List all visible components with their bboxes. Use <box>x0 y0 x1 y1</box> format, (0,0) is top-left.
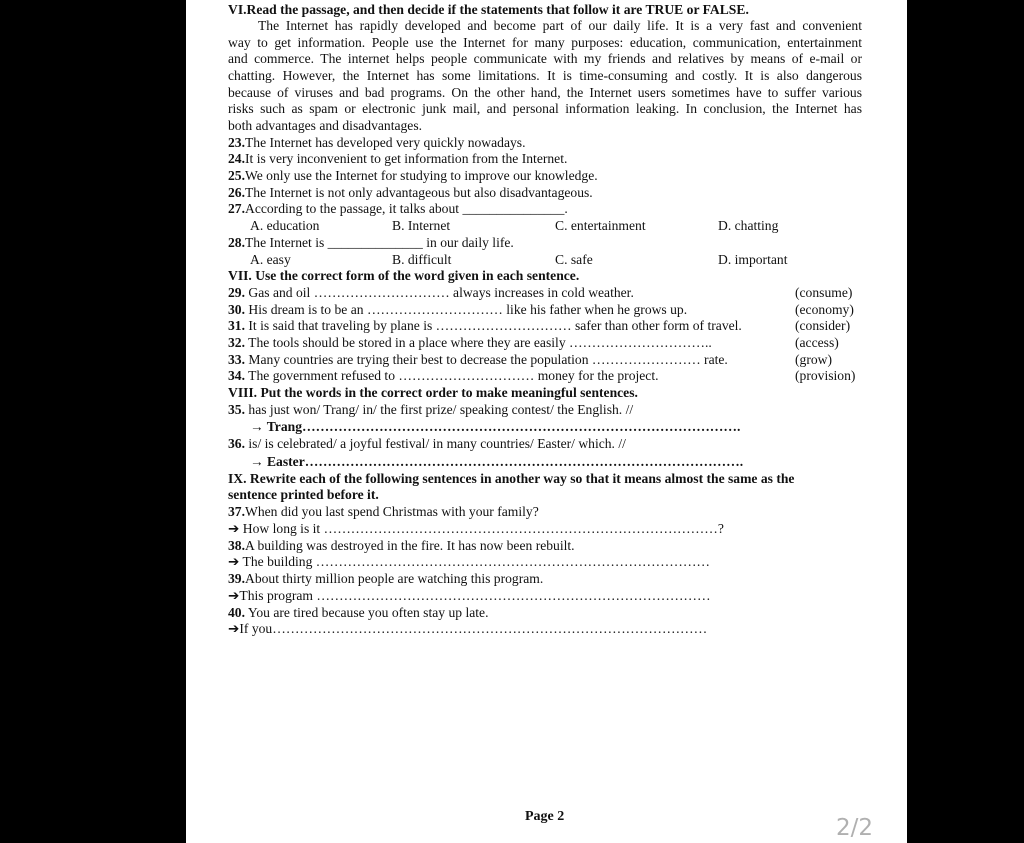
document-page <box>186 0 907 843</box>
question-34: 34. The government refused to ………………………… money for the project. <box>228 368 659 383</box>
passage-line: both advantages and disadvantages. <box>228 118 423 133</box>
q27-option-a: A. education <box>250 218 320 233</box>
passage-line: chatting. However, the Internet has some limitations. It is time-consuming and costly. It is also dangerous <box>228 68 862 83</box>
section-6-heading: VI.Read the passage, and then decide if the statements that follow it are TRUE or FALSE. <box>228 2 749 17</box>
question-30: 30. His dream is to be an ………………………… like his father when he grows up. <box>228 302 688 317</box>
passage-line: The Internet has rapidly developed and become part of our daily life. It is a very fast and convenient <box>258 18 862 33</box>
section-9-heading-cont: sentence printed before it. <box>228 487 379 502</box>
question-25: 25.We only use the Internet for studying to improve our knowledge. <box>228 168 598 183</box>
answer-line-39: ➔This program …………………………………………………………………………… <box>228 588 711 603</box>
word-hint: (economy) <box>795 302 854 317</box>
word-hint: (consume) <box>795 285 853 300</box>
passage-line: and commerce. The internet helps people communicate with my friends and relatives by means of e-mail or <box>228 51 862 66</box>
question-32: 32. The tools should be stored in a place where they are easily ………………………….. <box>228 335 712 350</box>
question-38: 38.A building was destroyed in the fire. It has now been rebuilt. <box>228 538 575 553</box>
section-9-heading: IX. Rewrite each of the following sentences in another way so that it means almost the same as the <box>228 471 795 486</box>
q28-option-d: D. important <box>718 252 788 267</box>
answer-line-36: → Easter……………………………………………………………………………………. <box>250 454 744 469</box>
answer-line-38: ➔ The building …………………………………………………………………………… <box>228 554 711 569</box>
question-36: 36. is/ is celebrated/ a joyful festival/ in many countries/ Easter/ which. // <box>228 436 626 451</box>
q28-option-a: A. easy <box>250 252 291 267</box>
question-39: 39.About thirty million people are watching this program. <box>228 571 544 586</box>
question-33: 33. Many countries are trying their best to decrease the population …………………… rate. <box>228 352 728 367</box>
q27-option-d: D. chatting <box>718 218 779 233</box>
q28-option-c: C. safe <box>555 252 593 267</box>
question-28: 28.The Internet is ______________ in our daily life. <box>228 235 514 250</box>
question-31: 31. It is said that traveling by plane is ………………………… safer than other form of travel. <box>228 318 742 333</box>
q27-option-b: B. Internet <box>392 218 451 233</box>
q27-option-c: C. entertainment <box>555 218 646 233</box>
answer-line-40: ➔If you…………………………………………………………………………………… <box>228 621 708 636</box>
page-counter: 2/2 <box>836 815 874 841</box>
question-35: 35. has just won/ Trang/ in/ the first prize/ speaking contest/ the English. // <box>228 402 634 417</box>
question-40: 40. You are tired because you often stay up late. <box>228 605 489 620</box>
answer-line-37: ➔ How long is it ……………………………………………………………………………? <box>228 521 724 536</box>
page-number: Page 2 <box>525 809 565 824</box>
question-27: 27.According to the passage, it talks about _______________. <box>228 201 568 216</box>
passage-line: risks such as spam or electronic junk mail, and personal information leaking. In conclusion, the Internet has <box>228 101 862 116</box>
passage-line: because of viruses and bad programs. On the other hand, the Internet users sometimes have to suffer various <box>228 85 862 100</box>
passage-line: way to get information. People use the Internet for many purposes: education, communication, entertainment <box>228 35 862 50</box>
section-8-heading: VIII. Put the words in the correct order to make meaningful sentences. <box>228 385 638 400</box>
question-26: 26.The Internet is not only advantageous but also disadvantageous. <box>228 185 593 200</box>
word-hint: (provision) <box>795 368 856 383</box>
word-hint: (access) <box>795 335 839 350</box>
answer-line-35: → Trang……………………………………………………………………………………. <box>250 419 741 434</box>
question-24: 24.It is very inconvenient to get information from the Internet. <box>228 151 568 166</box>
word-hint: (consider) <box>795 318 851 333</box>
q28-option-b: B. difficult <box>392 252 452 267</box>
question-29: 29. Gas and oil ………………………… always increases in cold weather. <box>228 285 634 300</box>
word-hint: (grow) <box>795 352 832 367</box>
question-37: 37.When did you last spend Christmas with your family? <box>228 504 539 519</box>
question-23: 23.The Internet has developed very quickly nowadays. <box>228 135 526 150</box>
section-7-heading: VII. Use the correct form of the word given in each sentence. <box>228 268 580 283</box>
